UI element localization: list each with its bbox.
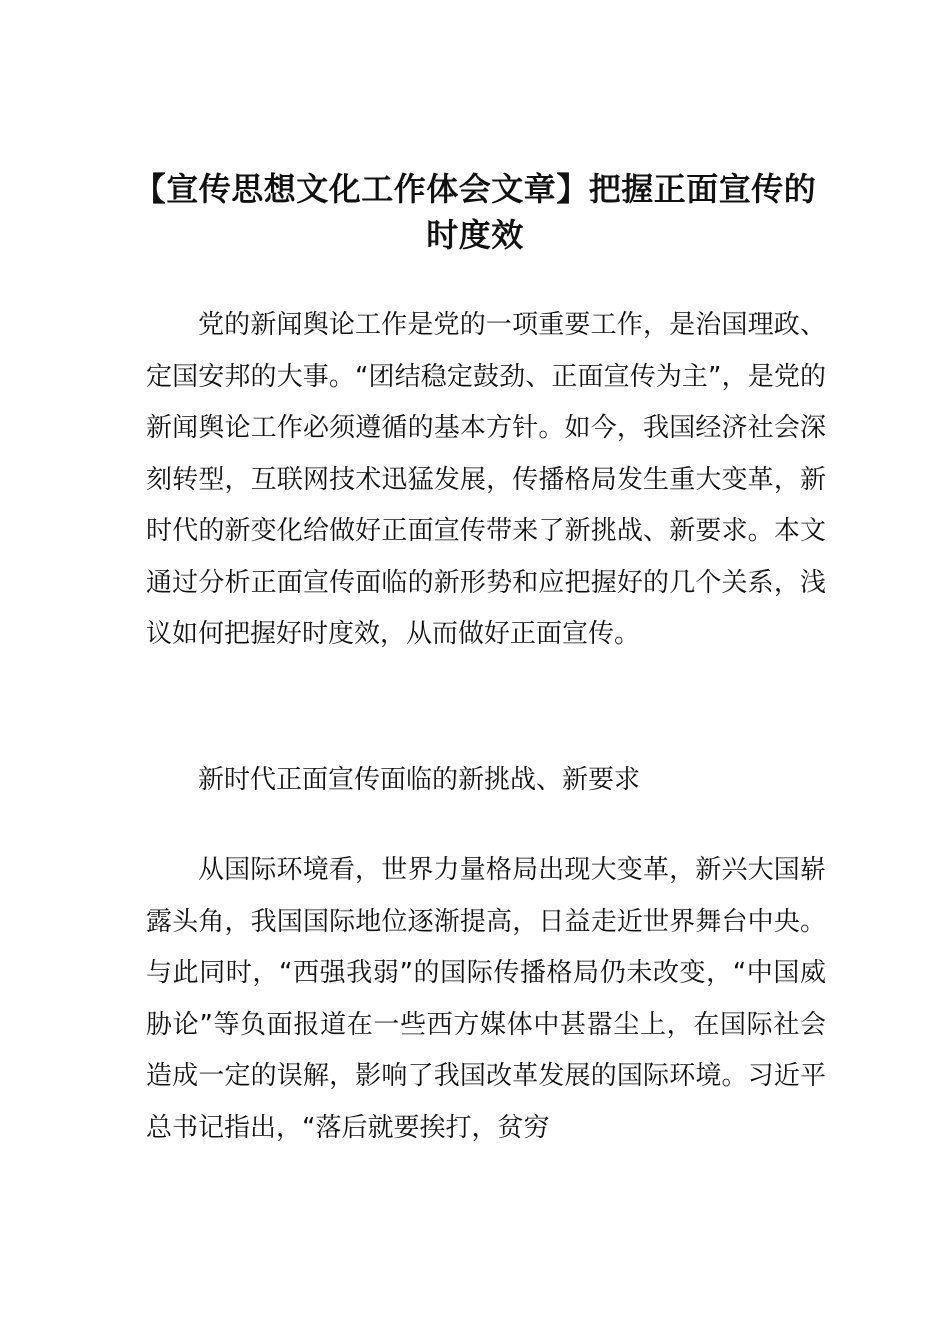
- paragraph-international-environment: 从国际环境看，世界力量格局出现大变革，新兴大国崭露头角，我国国际地位逐渐提高，日益走近世界舞台中央。与此同时，“西强我弱”的国际传播格局仍未改变，“中国威胁论”等负面报道在一些西方媒体中甚嚣尘上，在国际社会造成一定的误解，影响了我国改革发展的国际环境。习近平总书记指出，“落后就要挨打，贫穷: [146, 855, 826, 1143]
- document-title: 【宣传思想文化工作体会文章】把握正面宣传的时度效: [133, 170, 817, 254]
- paragraph-intro: 党的新闻舆论工作是党的一项重要工作，是治国理政、定国安邦的大事。“团结稳定鼓劲、正面宣传为主”，是党的新闻舆论工作必须遵循的基本方针。如今，我国经济社会深刻转型，互联网技术迅猛发展，传播格局发生重大变革，新时代的新变化给做好正面宣传带来了新挑战、新要求。本文通过分析正面宣传面临的新形势和应把握好的几个关系，浅议如何把握好时度效，从而做好正面宣传。: [146, 310, 826, 649]
- section-heading: 新时代正面宣传面临的新挑战、新要求: [198, 765, 641, 795]
